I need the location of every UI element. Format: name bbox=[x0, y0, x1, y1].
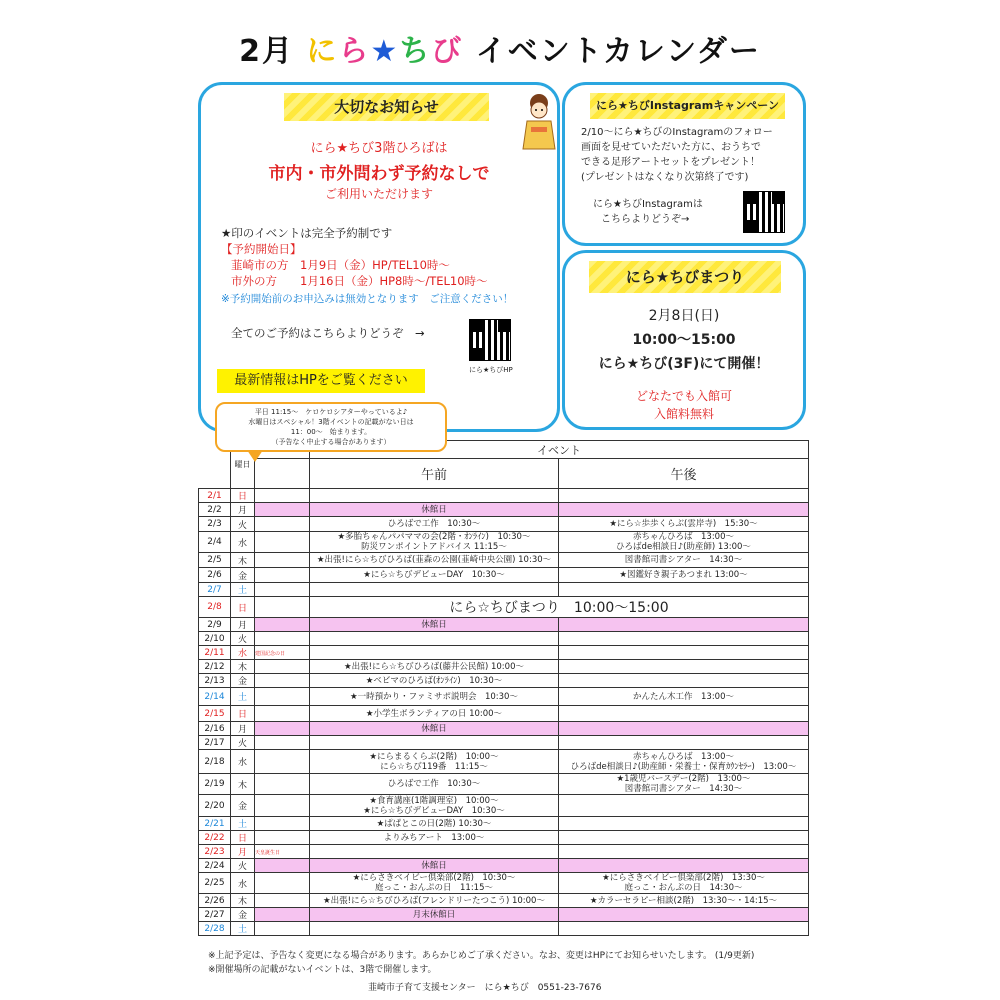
cell-dow: 金 bbox=[231, 795, 255, 817]
reserve-start-label: 【予約開始日】 bbox=[221, 242, 302, 256]
cell-dow: 日 bbox=[231, 597, 255, 618]
table-row bbox=[199, 632, 809, 646]
cell-date: 2/3 bbox=[199, 517, 231, 532]
cell-am: ★出張!にら☆ちびひろば(藤井公民館) 10:00～ bbox=[310, 660, 559, 674]
cell-pm bbox=[559, 908, 809, 922]
cell-note bbox=[255, 517, 310, 532]
notice-tag: 大切なお知らせ bbox=[284, 93, 489, 121]
cell-dow: 水 bbox=[231, 646, 255, 660]
cell-am bbox=[310, 922, 559, 936]
cell-date: 2/21 bbox=[199, 817, 231, 831]
cell-dow: 木 bbox=[231, 660, 255, 674]
cell-am: ★にらさきベイビー倶楽部(2階) 10:30～ 庭っこ・おんぷの日 11:15～ bbox=[310, 873, 559, 894]
cell-dow: 火 bbox=[231, 736, 255, 750]
cell-dow: 木 bbox=[231, 553, 255, 568]
cell-pm: 赤ちゃんひろば 13:00～ ひろばde相談日♪(助産師・栄養士・保育ｶｳﾝｾﾗｰ) 13:00～ bbox=[559, 750, 809, 774]
notice-line-2: 市内・市外問わず予約なしで bbox=[268, 164, 490, 184]
reserve-city-in: 韮崎市の方 1月9日（金）HP/TEL10時～ bbox=[231, 258, 450, 272]
table-row bbox=[199, 532, 809, 553]
notice-box bbox=[198, 82, 560, 432]
cell-pm: ★カラーセラピー相談(2階) 13:30～・14:15～ bbox=[559, 894, 809, 908]
festival-place: にら★ちび(3F)にて開催！ bbox=[598, 356, 770, 372]
cell-pm: ★図鑑好き親子あつまれ 13:00～ bbox=[559, 568, 809, 583]
festival-box bbox=[562, 250, 806, 430]
table-row bbox=[199, 750, 809, 774]
cell-note bbox=[255, 894, 310, 908]
cell-date: 2/14 bbox=[199, 688, 231, 706]
cell-am: ★にらまるくらぶ(2階) 10:00～ にら☆ちび119番 11:15～ bbox=[310, 750, 559, 774]
cell-date: 2/17 bbox=[199, 736, 231, 750]
notice-line-3: ご利用いただけます bbox=[324, 187, 433, 201]
cell-am: ★小学生ボランティアの日 10:00～ bbox=[310, 706, 559, 722]
cell-pm bbox=[559, 922, 809, 936]
cell-note bbox=[255, 632, 310, 646]
cell-note bbox=[255, 922, 310, 936]
cell-pm bbox=[559, 859, 809, 873]
cell-date: 2/9 bbox=[199, 618, 231, 632]
cell-dow: 土 bbox=[231, 922, 255, 936]
table-row bbox=[199, 553, 809, 568]
instagram-text-2: 画面を見せていただいた方に、おうちで bbox=[581, 142, 761, 153]
cell-note bbox=[255, 750, 310, 774]
cell-note bbox=[255, 774, 310, 795]
cell-date: 2/7 bbox=[199, 583, 231, 597]
theater-speech-bubble bbox=[215, 402, 447, 452]
cell-note bbox=[255, 817, 310, 831]
cell-date: 2/26 bbox=[199, 894, 231, 908]
footer-note-1: ※上記予定は、予告なく変更になる場合があります。あらかじめご了承ください。なお、変更はHPにてお知らせいたします。 (1/9更新) bbox=[208, 951, 755, 961]
cell-note bbox=[255, 618, 310, 632]
instagram-text-1: 2/10～にら★ちびのInstagramのフォロー bbox=[581, 127, 773, 138]
cell-pm bbox=[559, 817, 809, 831]
cell-note bbox=[255, 553, 310, 568]
cell-date: 2/20 bbox=[199, 795, 231, 817]
instagram-text-3: できる足形アートセットをプレゼント！ bbox=[581, 157, 760, 168]
festival-entry-2: 入館料無料 bbox=[653, 407, 714, 421]
cell-pm bbox=[559, 632, 809, 646]
cell-date: 2/23 bbox=[199, 845, 231, 859]
cell-am: ★食育講座(1階調理室) 10:00～ ★にら☆ちびデビューDAY 10:30～ bbox=[310, 795, 559, 817]
cell-pm bbox=[559, 736, 809, 750]
cell-date: 2/8 bbox=[199, 597, 231, 618]
table-row bbox=[199, 489, 809, 503]
table-row bbox=[199, 660, 809, 674]
header-am: 午前 bbox=[310, 459, 559, 489]
event-calendar-table bbox=[198, 440, 809, 936]
bubble-line-2: 水曜日はスペシャル！3階イベントの記載がない日は bbox=[248, 418, 414, 426]
cell-am bbox=[310, 736, 559, 750]
cell-dow: 金 bbox=[231, 568, 255, 583]
table-row bbox=[199, 597, 809, 618]
festival-entry-1: どなたでも入館可 bbox=[635, 389, 732, 403]
cell-date: 2/1 bbox=[199, 489, 231, 503]
cell-pm bbox=[559, 831, 809, 845]
cell-dow: 土 bbox=[231, 817, 255, 831]
cell-note bbox=[255, 568, 310, 583]
cell-dow: 木 bbox=[231, 894, 255, 908]
cell-am: ひろばで工作 10:30～ bbox=[310, 517, 559, 532]
table-row bbox=[199, 503, 809, 517]
instagram-tag: にら★ちびInstagramキャンペーン bbox=[590, 93, 785, 119]
cell-am: 月末休館日 bbox=[310, 908, 559, 922]
cell-note bbox=[255, 660, 310, 674]
cell-dow: 月 bbox=[231, 503, 255, 517]
table-row bbox=[199, 646, 809, 660]
cell-dow: 月 bbox=[231, 618, 255, 632]
bubble-line-1: 平日 11:15～ ケロケロシアターやっているよ♪ bbox=[254, 408, 408, 416]
reserve-note: ★印のイベントは完全予約制です bbox=[221, 226, 393, 240]
cell-note bbox=[255, 532, 310, 553]
header-event: イベント bbox=[310, 441, 809, 459]
cell-dow: 水 bbox=[231, 532, 255, 553]
cell-pm bbox=[559, 706, 809, 722]
cell-note bbox=[255, 503, 310, 517]
festival-tag: にら★ちびまつり bbox=[589, 261, 781, 293]
cell-pm bbox=[559, 795, 809, 817]
instagram-text-4: (プレゼントはなくなり次第終了です) bbox=[581, 172, 749, 183]
reserve-warning: ※予約開始前のお申込みは無効となります ご注意ください！ bbox=[221, 293, 514, 305]
cell-festival: にら☆ちびまつり 10:00～15:00 bbox=[310, 597, 809, 618]
cell-date: 2/2 bbox=[199, 503, 231, 517]
cell-note bbox=[255, 583, 310, 597]
cell-am: ひろばで工作 10:30～ bbox=[310, 774, 559, 795]
instagram-link-1[interactable]: にら★ちびInstagramは bbox=[593, 199, 703, 210]
cell-pm: 図書館司書シアター 14:30～ bbox=[559, 553, 809, 568]
cell-note bbox=[255, 674, 310, 688]
cell-dow: 金 bbox=[231, 674, 255, 688]
cell-date: 2/10 bbox=[199, 632, 231, 646]
cell-pm bbox=[559, 722, 809, 736]
reserve-city-out: 市外の方 1月16日（金）HP8時～/TEL10時～ bbox=[231, 274, 488, 288]
cell-date: 2/6 bbox=[199, 568, 231, 583]
cell-note bbox=[255, 831, 310, 845]
cell-dow: 水 bbox=[231, 750, 255, 774]
cell-dow: 金 bbox=[231, 908, 255, 922]
cell-date: 2/28 bbox=[199, 922, 231, 936]
cell-date: 2/15 bbox=[199, 706, 231, 722]
cell-pm bbox=[559, 489, 809, 503]
table-row bbox=[199, 583, 809, 597]
cell-note bbox=[255, 489, 310, 503]
cell-dow: 月 bbox=[231, 845, 255, 859]
cell-note bbox=[255, 706, 310, 722]
table-row bbox=[199, 568, 809, 583]
notice-line-1: にら★ちび3階ひろばは bbox=[310, 141, 448, 156]
cell-am: ★ベビマのひろば(ｵﾝﾗｲﾝ) 10:30～ bbox=[310, 674, 559, 688]
cell-date: 2/12 bbox=[199, 660, 231, 674]
reserve-link-text[interactable]: 全てのご予約はこちらよりどうぞ → bbox=[231, 326, 425, 340]
festival-date: 2月8日(日) bbox=[648, 308, 720, 324]
cell-pm bbox=[559, 618, 809, 632]
cell-date: 2/27 bbox=[199, 908, 231, 922]
cell-dow: 火 bbox=[231, 632, 255, 646]
cell-am bbox=[310, 646, 559, 660]
cell-am bbox=[310, 632, 559, 646]
instagram-box bbox=[562, 82, 806, 246]
hp-qr-label: にら★ちびHP bbox=[469, 366, 513, 374]
cell-note bbox=[255, 736, 310, 750]
cell-am bbox=[310, 489, 559, 503]
cell-date: 2/25 bbox=[199, 873, 231, 894]
cell-note bbox=[255, 908, 310, 922]
cell-note bbox=[255, 688, 310, 706]
cell-pm bbox=[559, 583, 809, 597]
table-row bbox=[199, 894, 809, 908]
table-row bbox=[199, 859, 809, 873]
bubble-line-3: 11：00～ 始まります。 bbox=[290, 428, 372, 436]
table-row bbox=[199, 817, 809, 831]
table-row bbox=[199, 688, 809, 706]
header-pm: 午後 bbox=[559, 459, 809, 489]
instagram-qr-code[interactable] bbox=[743, 191, 785, 233]
cell-note bbox=[255, 859, 310, 873]
cell-am: ★一時預かり・ファミサポ説明会 10:30～ bbox=[310, 688, 559, 706]
cell-pm: ★にら☆歩歩くらぶ(雲岸寺) 15:30～ bbox=[559, 517, 809, 532]
footer-note-2: ※開催場所の記載がないイベントは、3階で開催します。 bbox=[208, 965, 437, 975]
cell-dow: 日 bbox=[231, 831, 255, 845]
table-row bbox=[199, 618, 809, 632]
table-row bbox=[199, 873, 809, 894]
table-row bbox=[199, 736, 809, 750]
table-row bbox=[199, 908, 809, 922]
table-row bbox=[199, 831, 809, 845]
cell-am: 休館日 bbox=[310, 503, 559, 517]
cell-date: 2/16 bbox=[199, 722, 231, 736]
hp-banner: 最新情報はHPをご覧ください bbox=[217, 369, 425, 393]
cell-note bbox=[255, 873, 310, 894]
page-title: 2月 にら★ちび イベントカレンダー bbox=[239, 34, 761, 69]
cell-am: よりみちアート 13:00～ bbox=[310, 831, 559, 845]
cell-pm: 赤ちゃんひろば 13:00～ ひろばde相談日♪(助産師) 13:00～ bbox=[559, 532, 809, 553]
table-row bbox=[199, 722, 809, 736]
cell-am bbox=[310, 583, 559, 597]
cell-dow: 月 bbox=[231, 722, 255, 736]
table-row bbox=[199, 517, 809, 532]
cell-am: 休館日 bbox=[310, 618, 559, 632]
cell-date: 2/19 bbox=[199, 774, 231, 795]
table-row bbox=[199, 674, 809, 688]
cell-pm bbox=[559, 674, 809, 688]
cell-am: ★にら☆ちびデビューDAY 10:30～ bbox=[310, 568, 559, 583]
cell-pm bbox=[559, 845, 809, 859]
cell-dow: 土 bbox=[231, 583, 255, 597]
cell-dow: 木 bbox=[231, 774, 255, 795]
table-row bbox=[199, 922, 809, 936]
bubble-line-4: （予告なく中止する場合があります） bbox=[271, 438, 391, 446]
cell-dow: 火 bbox=[231, 517, 255, 532]
cell-note: 建国記念の日 bbox=[255, 646, 310, 660]
header-note-sub bbox=[255, 459, 310, 489]
instagram-link-2[interactable]: こちらよりどうぞ→ bbox=[601, 214, 690, 225]
cell-date: 2/22 bbox=[199, 831, 231, 845]
table-row bbox=[199, 795, 809, 817]
cell-am: ★出張!にら☆ちびひろば(フレンドリーたつこう) 10:00～ bbox=[310, 894, 559, 908]
cell-note: 天皇誕生日 bbox=[255, 845, 310, 859]
cell-note bbox=[255, 722, 310, 736]
cell-am: ★多胎ちゃんパパママの会(2階・ｵﾝﾗｲﾝ) 10:30～ 防災ワンポイントアドバイス 11:15～ bbox=[310, 532, 559, 553]
cell-note bbox=[255, 795, 310, 817]
cell-note bbox=[255, 597, 310, 618]
cell-dow: 日 bbox=[231, 489, 255, 503]
cell-date: 2/5 bbox=[199, 553, 231, 568]
cell-am bbox=[310, 845, 559, 859]
cell-am: ★ぱぱとこの日(2階) 10:30～ bbox=[310, 817, 559, 831]
cell-date: 2/24 bbox=[199, 859, 231, 873]
cell-pm: ★1歳児バースデー(2階) 13:00～ 図書館司書シアター 14:30～ bbox=[559, 774, 809, 795]
festival-time: 10:00～15:00 bbox=[632, 332, 736, 348]
cell-pm bbox=[559, 503, 809, 517]
table-row bbox=[199, 706, 809, 722]
footer-contact: 韮崎市子育て支援センター にら★ちび 0551-23-7676 bbox=[368, 983, 602, 993]
cell-dow: 火 bbox=[231, 859, 255, 873]
calendar-body bbox=[199, 489, 809, 936]
cell-date: 2/18 bbox=[199, 750, 231, 774]
cell-dow: 土 bbox=[231, 688, 255, 706]
cell-am: 休館日 bbox=[310, 859, 559, 873]
cell-pm: かんたん木工作 13:00～ bbox=[559, 688, 809, 706]
cell-dow: 水 bbox=[231, 873, 255, 894]
cell-pm bbox=[559, 660, 809, 674]
hp-qr-code[interactable] bbox=[469, 319, 511, 361]
header-dow: 曜日 bbox=[231, 441, 255, 489]
cell-pm bbox=[559, 646, 809, 660]
cell-am: 休館日 bbox=[310, 722, 559, 736]
cell-pm: ★にらさきベイビー倶楽部(2階) 13:30～ 庭っこ・おんぷの日 14:30～ bbox=[559, 873, 809, 894]
cell-date: 2/4 bbox=[199, 532, 231, 553]
cell-dow: 日 bbox=[231, 706, 255, 722]
table-row bbox=[199, 774, 809, 795]
cell-date: 2/11 bbox=[199, 646, 231, 660]
table-row bbox=[199, 845, 809, 859]
cell-date: 2/13 bbox=[199, 674, 231, 688]
cell-am: ★出張!にら☆ちびひろば(韮森の公園(韮崎中央公園) 10:30～ bbox=[310, 553, 559, 568]
